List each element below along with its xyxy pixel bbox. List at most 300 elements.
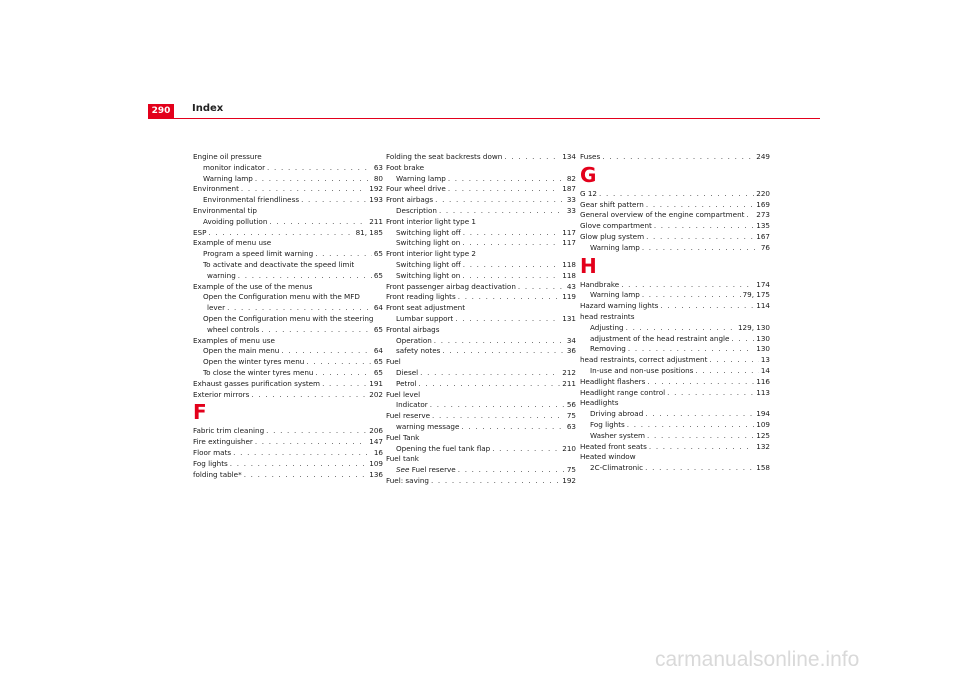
page-reference: 117: [562, 238, 576, 248]
page-reference: 147: [369, 437, 383, 447]
dot-leader: [642, 243, 759, 254]
index-entry-text: Example of menu use: [193, 238, 272, 248]
dot-leader: [255, 437, 367, 448]
index-entry-text: Fuel reserve: [386, 411, 431, 421]
page-reference: 36: [566, 346, 576, 356]
dot-leader: [442, 346, 564, 357]
page-reference: 14: [760, 365, 770, 375]
page-reference: 117: [562, 227, 576, 237]
index-entry-text: Warning lamp: [590, 242, 640, 252]
page-reference: 119: [562, 292, 576, 302]
dot-leader: [255, 174, 372, 185]
index-entry: [580, 221, 770, 232]
dot-leader: [244, 470, 368, 481]
page-title: Index: [192, 103, 224, 114]
dot-leader: [420, 368, 560, 379]
index-entry-text: Fabric trim cleaning: [193, 426, 265, 436]
index-entry-text: Foot brake: [386, 162, 425, 172]
page-reference: 43: [566, 281, 576, 291]
page-reference: 136: [369, 469, 383, 479]
index-entry-text: Heated front seats: [580, 441, 647, 451]
index-entry-text: Lumbar support: [396, 313, 454, 323]
dot-leader: [492, 444, 560, 455]
dot-leader: [654, 221, 754, 232]
index-entry: [193, 346, 383, 357]
index-entry-text: Headlight flashers: [580, 376, 646, 386]
index-entry: [386, 368, 576, 379]
index-entry: [580, 243, 770, 254]
dot-leader: [434, 336, 565, 347]
index-entry: [580, 398, 770, 409]
dot-leader: [628, 344, 754, 355]
page-reference: 65: [373, 324, 383, 334]
dot-leader: [261, 325, 372, 336]
dot-leader: [431, 476, 560, 487]
page-reference: 13: [760, 355, 770, 365]
index-entry-text: Switching light off: [396, 259, 461, 269]
index-entry-text: Removing: [590, 344, 626, 354]
index-entry-text: Four wheel drive: [386, 184, 446, 194]
index-entry: [386, 152, 576, 163]
index-entry-text: Switching light on: [396, 270, 461, 280]
page-reference: 56: [566, 400, 576, 410]
page-reference: 273: [756, 210, 770, 220]
watermark: carmanualsonline.info: [655, 648, 860, 671]
page-reference: 75: [566, 465, 576, 475]
index-entry-text: wheel controls: [207, 324, 260, 334]
index-entry: [580, 280, 770, 291]
index-entry-text: Driving abroad: [590, 409, 644, 419]
index-entry-text: Floor mats: [193, 447, 232, 457]
index-entry: [193, 206, 383, 217]
section-letter: G: [580, 162, 597, 187]
index-entry-text: Open the Configuration menu with the steering: [203, 313, 374, 323]
index-entry: [386, 357, 576, 368]
page-reference: 79, 175: [742, 290, 770, 300]
index-entry-text: General overview of the engine compartment: [580, 210, 745, 220]
dot-leader: [430, 400, 565, 411]
page-reference: 75: [566, 411, 576, 421]
dot-leader: [602, 152, 754, 163]
index-entry-text: adjustment of the head restraint angle: [590, 333, 730, 343]
page-reference: 33: [566, 205, 576, 215]
dot-leader: [463, 228, 561, 239]
page-number: 290: [148, 104, 174, 118]
page-reference: 116: [756, 376, 770, 386]
index-entry: [580, 366, 770, 377]
dot-leader: [432, 411, 565, 422]
page-reference: 114: [756, 301, 770, 311]
index-entry-text: Opening the fuel tank flap: [396, 443, 491, 453]
index-entry: [386, 433, 576, 444]
dot-leader: [647, 377, 754, 388]
page-reference: 194: [756, 409, 770, 419]
page-reference: 125: [756, 430, 770, 440]
dot-leader: [647, 431, 754, 442]
index-entry: [580, 232, 770, 243]
index-entry: [580, 355, 770, 366]
dot-leader: [458, 465, 565, 476]
index-entry-text: Fire extinguisher: [193, 437, 253, 447]
index-entry-text: Environmental tip: [193, 205, 257, 215]
index-entry: [193, 282, 383, 293]
page-reference: 130: [756, 344, 770, 354]
dot-leader: [227, 303, 372, 314]
page-reference: 132: [756, 441, 770, 451]
index-entry-text: lever: [207, 303, 226, 313]
page-reference: 167: [756, 231, 770, 241]
index-entry: [193, 238, 383, 249]
index-entry: [386, 271, 576, 282]
index-entry: [193, 390, 383, 401]
index-entry: [193, 271, 383, 282]
index-entry-text: Fuel: saving: [386, 475, 429, 485]
dot-leader: [667, 388, 754, 399]
index-entry: [386, 249, 576, 260]
index-entry: [386, 195, 576, 206]
index-entry-text: Engine oil pressure: [193, 152, 262, 161]
index-entry-text: Fuel Tank: [386, 432, 420, 442]
index-entry: [386, 303, 576, 314]
index-entry: [580, 200, 770, 211]
index-entry: [193, 459, 383, 470]
dot-leader: [642, 290, 741, 301]
dot-leader: [267, 163, 372, 174]
index-entry: [580, 323, 770, 334]
index-entry: [580, 377, 770, 388]
index-entry: [386, 336, 576, 347]
index-entry-text: Open the Configuration menu with the MFD: [203, 292, 360, 302]
index-entry: [386, 174, 576, 185]
index-entry-text: head restraints, correct adjustment: [580, 355, 708, 365]
index-entry: [580, 301, 770, 312]
index-entry: [580, 189, 770, 200]
page-reference: 63: [373, 162, 383, 172]
index-entry: [386, 465, 576, 476]
index-entry-text: Switching light off: [396, 227, 461, 237]
index-entry: [386, 163, 576, 174]
dot-leader: [621, 280, 754, 291]
page-reference: 65: [373, 367, 383, 377]
index-entry: [580, 210, 770, 221]
dot-leader: [463, 260, 561, 271]
index-entry-text: Front interior light type 1: [386, 216, 476, 226]
index-entry-text: Example of the use of the menus: [193, 281, 313, 291]
index-entry: [193, 303, 383, 314]
index-entry-text: Handbrake: [580, 279, 620, 289]
dot-leader: [251, 390, 367, 401]
dot-leader: [266, 426, 367, 437]
page-reference: 81, 185: [355, 227, 383, 237]
page-reference: 118: [562, 270, 576, 280]
dot-leader: [281, 346, 372, 357]
dot-leader: [461, 422, 564, 433]
page-reference: 174: [756, 279, 770, 289]
page-reference: 193: [369, 195, 383, 205]
index-entry: [386, 390, 576, 401]
index-entry-text: monitor indicator: [203, 162, 266, 172]
page-reference: 192: [562, 475, 576, 485]
index-entry-text: Glow plug system: [580, 231, 645, 241]
page-reference: 33: [566, 195, 576, 205]
index-entry: [580, 334, 770, 345]
index-entry-text: safety notes: [396, 346, 441, 356]
index-entry-text: Washer system: [590, 430, 645, 440]
index-entry: [193, 260, 383, 271]
dot-leader: [599, 189, 754, 200]
page-reference: 34: [566, 335, 576, 345]
index-entry-text: Fog lights: [193, 458, 228, 468]
index-column-1: [193, 152, 383, 480]
dot-leader: [646, 232, 754, 243]
page-reference: 191: [369, 378, 383, 388]
index-entry: [580, 452, 770, 463]
page-reference: 192: [369, 184, 383, 194]
section-letter: F: [193, 400, 207, 425]
index-entry: [386, 379, 576, 390]
index-entry-text: Switching light on: [396, 238, 461, 248]
dot-leader: [645, 463, 754, 474]
index-entry: [193, 368, 383, 379]
dot-leader: [208, 228, 353, 239]
index-entry-text: Open the main menu: [203, 346, 280, 356]
dot-leader: [269, 217, 367, 228]
index-entry-text: Hazard warning lights: [580, 301, 659, 311]
index-column-3: [580, 152, 770, 474]
index-entry: [386, 314, 576, 325]
index-entry: [193, 437, 383, 448]
index-entry-text: head restraints: [580, 311, 635, 321]
index-entry-text: Petrol: [396, 378, 417, 388]
index-entry-text: Exhaust gasses purification system: [193, 378, 321, 388]
dot-leader: [660, 301, 754, 312]
index-entry: [580, 431, 770, 442]
index-entry-text: warning: [207, 270, 236, 280]
page-reference: 210: [562, 443, 576, 453]
index-entry: [386, 238, 576, 249]
index-entry-text: 2C-Climatronic: [590, 463, 644, 473]
index-entry: [386, 444, 576, 455]
index-entry-text: warning message: [396, 421, 460, 431]
see-target: Fuel reserve: [411, 465, 456, 475]
dot-leader: [455, 314, 560, 325]
page-reference: 130: [756, 333, 770, 343]
dot-leader: [306, 357, 372, 368]
index-entry: [386, 206, 576, 217]
index-entry-text: To activate and deactivate the speed limit: [203, 259, 355, 269]
index-entry-text: Headlight range control: [580, 387, 666, 397]
index-entry-text: Fuel level: [386, 389, 421, 399]
index-entry: [386, 260, 576, 271]
page-reference: 220: [756, 188, 770, 198]
index-entry: [386, 411, 576, 422]
index-entry-text: Fuel: [386, 357, 401, 367]
page-reference: 212: [562, 367, 576, 377]
index-entry-text: Fuel tank: [386, 454, 419, 464]
page-reference: 211: [369, 216, 383, 226]
index-entry: [193, 228, 383, 239]
index-entry: [386, 292, 576, 303]
page-reference: 82: [566, 173, 576, 183]
page-reference: 169: [756, 199, 770, 209]
dot-leader: [645, 409, 754, 420]
page-reference: 206: [369, 426, 383, 436]
index-entry: [386, 346, 576, 357]
dot-leader: [322, 379, 367, 390]
index-entry-text: Warning lamp: [203, 173, 253, 183]
dot-leader: [301, 195, 367, 206]
index-entry-text: Adjusting: [590, 322, 624, 332]
page-reference: 65: [373, 270, 383, 280]
index-entry: [193, 357, 383, 368]
page-reference: 187: [562, 184, 576, 194]
page-reference: 131: [562, 313, 576, 323]
index-entry-text: Avoiding pollution: [203, 216, 268, 226]
dot-leader: [462, 271, 560, 282]
index-entry-text: folding table*: [193, 469, 242, 479]
see-reference: See: [396, 465, 410, 475]
index-entry: [193, 163, 383, 174]
index-entry: [580, 409, 770, 420]
index-entry-text: Environmental friendliness: [203, 195, 300, 205]
index-entry-text: Exterior mirrors: [193, 389, 250, 399]
index-entry: [193, 325, 383, 336]
page-reference: 109: [369, 458, 383, 468]
index-entry: [386, 400, 576, 411]
dot-leader: [419, 379, 561, 390]
dot-leader: [439, 206, 565, 217]
index-entry-text: Diesel: [396, 367, 419, 377]
dot-leader: [709, 355, 758, 366]
index-entry-text: Fuses: [580, 152, 601, 161]
page-reference: 135: [756, 221, 770, 231]
page-reference: 113: [756, 387, 770, 397]
index-entry-text: Fog lights: [590, 419, 625, 429]
dot-leader: [448, 174, 565, 185]
index-entry-text: Examples of menu use: [193, 335, 275, 345]
index-entry-text: Front airbags: [386, 195, 434, 205]
index-entry: [580, 463, 770, 474]
index-entry: [580, 312, 770, 323]
index-entry: [386, 228, 576, 239]
dot-leader: [448, 184, 560, 195]
index-column-2: [386, 152, 576, 487]
index-entry: [580, 344, 770, 355]
index-entry: [386, 282, 576, 293]
index-entry: [193, 174, 383, 185]
index-entry: [580, 152, 770, 163]
index-entry: [386, 325, 576, 336]
index-entry: [386, 454, 576, 465]
page-reference: 109: [756, 419, 770, 429]
page-reference: 129, 130: [737, 322, 770, 332]
page-reference: 65: [373, 357, 383, 367]
index-entry-text: Indicator: [396, 400, 428, 410]
page-reference: 64: [373, 346, 383, 356]
dot-leader: [230, 459, 367, 470]
index-entry-text: Glove compartment: [580, 221, 652, 231]
index-entry-text: Headlights: [580, 398, 619, 408]
index-entry-text: Front interior light type 2: [386, 249, 476, 259]
header-rule: [148, 118, 820, 119]
dot-leader: [518, 282, 565, 293]
index-entry: [193, 152, 383, 163]
index-entry: [193, 336, 383, 347]
index-entry: [193, 426, 383, 437]
index-entry: [193, 195, 383, 206]
index-entry-text: Front passenger airbag deactivation: [386, 281, 516, 291]
dot-leader: [627, 420, 754, 431]
index-entry-text: Open the winter tyres menu: [203, 357, 305, 367]
dot-leader: [458, 292, 561, 303]
page-reference: 158: [756, 463, 770, 473]
index-entry: [193, 292, 383, 303]
index-entry-text: Frontal airbags: [386, 324, 440, 334]
index-entry-text: Front reading lights: [386, 292, 456, 302]
page-reference: 134: [562, 152, 576, 161]
dot-leader: [238, 271, 372, 282]
dot-leader: [695, 366, 758, 377]
index-entry-text: Front seat adjustment: [386, 303, 466, 313]
page-reference: 202: [369, 389, 383, 399]
index-entry: [386, 422, 576, 433]
dot-leader: [315, 249, 372, 260]
page-reference: 63: [566, 421, 576, 431]
dot-leader: [462, 238, 560, 249]
page-reference: 65: [373, 249, 383, 259]
page-reference: 64: [373, 303, 383, 313]
index-entry-text: To close the winter tyres menu: [203, 367, 314, 377]
index-entry: [193, 470, 383, 481]
dot-leader: [646, 200, 754, 211]
index-entry: [580, 442, 770, 453]
index-entry-text: Operation: [396, 335, 432, 345]
page-reference: 80: [373, 173, 383, 183]
dot-leader: [435, 195, 565, 206]
index-entry: [193, 448, 383, 459]
index-entry-text: Environment: [193, 184, 239, 194]
dot-leader: [731, 334, 754, 345]
index-entry: [193, 379, 383, 390]
index-entry-text: Warning lamp: [590, 290, 640, 300]
index-entry: [193, 249, 383, 260]
index-entry: [193, 314, 383, 325]
dot-leader: [649, 442, 754, 453]
index-entry-text: [396, 465, 456, 476]
index-entry-text: Warning lamp: [396, 173, 446, 183]
page-reference: 211: [562, 378, 576, 388]
page-reference: 76: [760, 242, 770, 252]
index-entry: [193, 184, 383, 195]
index-entry-text: Program a speed limit warning: [203, 249, 314, 259]
index-entry: [580, 420, 770, 431]
index-entry: [193, 217, 383, 228]
dot-leader: [626, 323, 736, 334]
page-reference: 16: [373, 447, 383, 457]
index-entry-text: Folding the seat backrests down: [386, 152, 503, 161]
dot-leader: [504, 152, 560, 163]
index-entry: [580, 290, 770, 301]
index-entry-text: Heated window: [580, 452, 636, 462]
page-reference: 249: [756, 152, 770, 161]
section-letter: H: [580, 253, 597, 278]
index-entry-text: Description: [396, 205, 437, 215]
dot-leader: [316, 368, 372, 379]
dot-leader: [241, 184, 367, 195]
index-entry: [386, 217, 576, 228]
index-entry: [580, 388, 770, 399]
page-reference: 118: [562, 259, 576, 269]
